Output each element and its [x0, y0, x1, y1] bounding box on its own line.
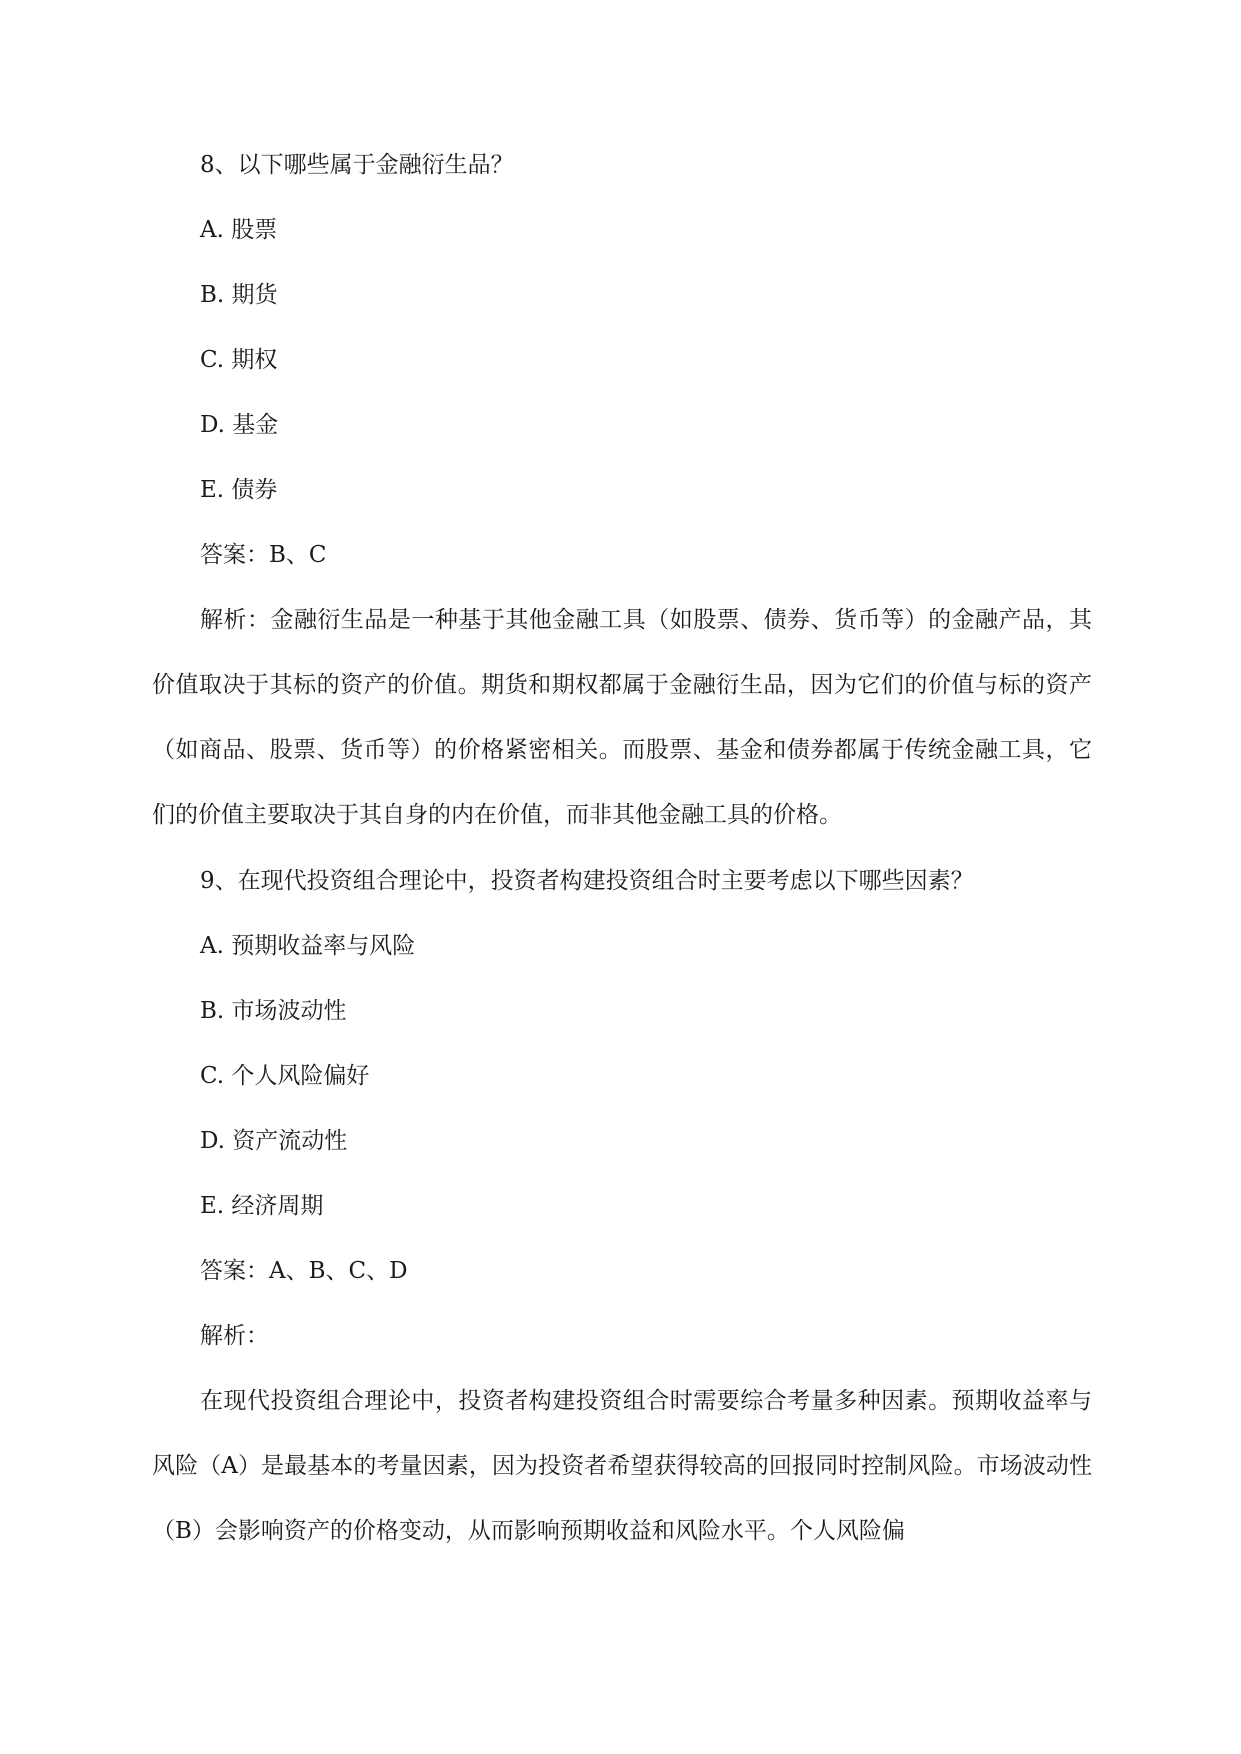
q9-option-a: A. 预期收益率与风险	[200, 933, 416, 959]
q9-option-c: C. 个人风险偏好	[200, 1063, 370, 1089]
q9-analysis-label: 解析：	[200, 1323, 269, 1349]
q8-analysis: 解析：金融衍生品是一种基于其他金融工具（如股票、债券、货币等）的金融产品，其价值取决于其标的资产的价值。期货和期权都属于金融衍生品，因为它们的价值与标的资产（如商品、股票、货币等）的价格紧密相关。而股票、基金和债券都属于传统金融工具，它们的价值主要取决于其自身的内在价值，而非其他金融工具的价格。	[152, 607, 1092, 828]
q8-option-b: B. 期货	[200, 282, 278, 308]
q8-option-d: D. 基金	[200, 412, 279, 438]
q9-analysis: 在现代投资组合理论中，投资者构建投资组合时需要综合考量多种因素。预期收益率与风险（A）是最基本的考量因素，因为投资者希望获得较高的回报同时控制风险。市场波动性（B）会影响资产的价格变动，从而影响预期收益和风险水平。个人风险偏	[152, 1388, 1092, 1544]
q8-answer: 答案：B、C	[200, 542, 327, 568]
question-9: 9、在现代投资组合理论中，投资者构建投资组合时主要考虑以下哪些因素？	[200, 868, 974, 894]
document-content	[152, 145, 1092, 1564]
question-8: 8、以下哪些属于金融衍生品？	[200, 152, 514, 178]
q9-option-d: D. 资产流动性	[200, 1128, 348, 1154]
q8-option-e: E. 债券	[200, 477, 278, 503]
q8-option-c: C. 期权	[200, 347, 278, 373]
q9-option-b: B. 市场波动性	[200, 998, 347, 1024]
q8-option-a: A. 股票	[200, 217, 278, 243]
q9-option-e: E. 经济周期	[200, 1193, 324, 1219]
q9-answer: 答案：A、B、C、D	[200, 1258, 408, 1284]
